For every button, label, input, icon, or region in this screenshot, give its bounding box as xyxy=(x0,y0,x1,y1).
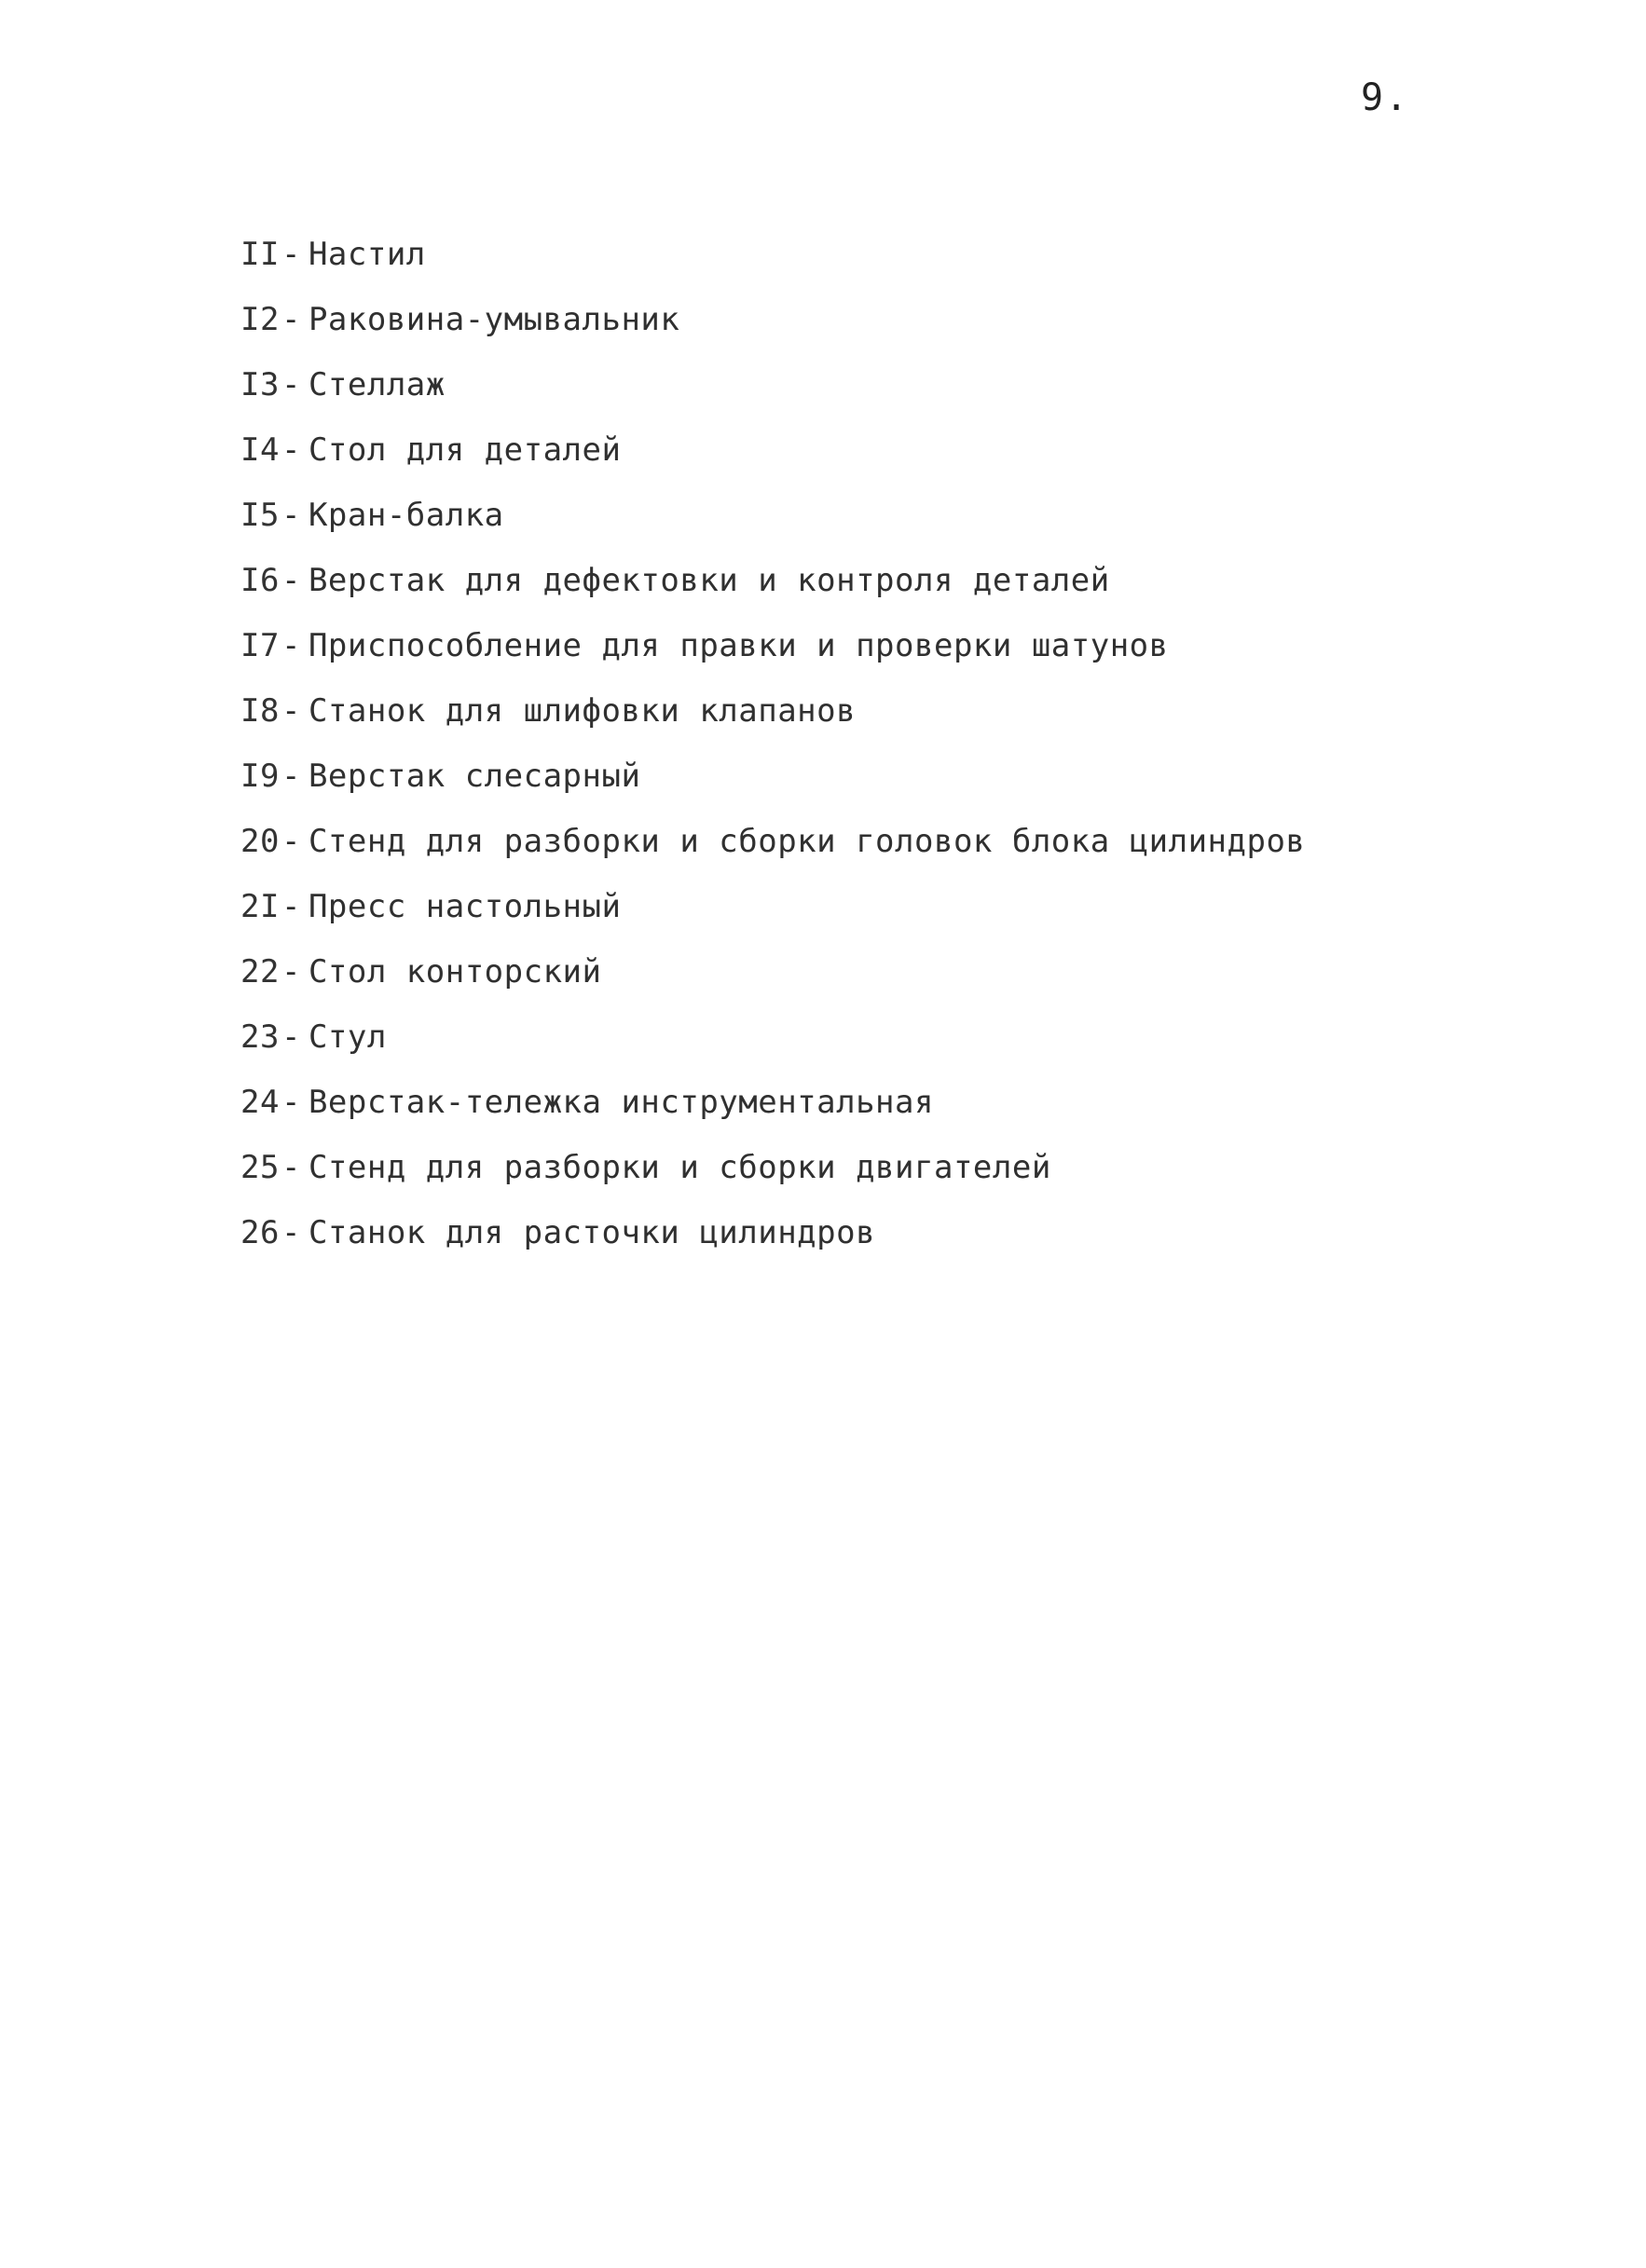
item-number: 24 xyxy=(240,1084,280,1121)
item-dash: - xyxy=(281,888,301,925)
item-text: Станок для расточки цилиндров xyxy=(308,1214,876,1251)
equipment-list xyxy=(240,222,1305,1265)
item-dash: - xyxy=(281,497,301,534)
item-dash: - xyxy=(281,953,301,991)
item-text: Стул xyxy=(308,1018,387,1056)
item-dash: - xyxy=(281,692,301,730)
item-number: I2 xyxy=(240,301,280,338)
item-number: 2I xyxy=(240,888,280,925)
item-text: Верстак для дефектовки и контроля деталей xyxy=(308,562,1110,599)
item-number: 20 xyxy=(240,823,280,860)
item-dash: - xyxy=(281,562,301,599)
list-item xyxy=(240,1070,1305,1135)
list-item xyxy=(240,222,1305,287)
item-number: 22 xyxy=(240,953,280,991)
item-text: Станок для шлифовки клапанов xyxy=(308,692,857,730)
item-dash: - xyxy=(281,1084,301,1121)
item-number: I5 xyxy=(240,497,280,534)
item-text: Кран-балка xyxy=(308,497,504,534)
list-item xyxy=(240,809,1305,874)
item-number: I4 xyxy=(240,431,280,469)
item-dash: - xyxy=(281,1149,301,1186)
item-number: I3 xyxy=(240,366,280,403)
item-text: Стенд для разборки и сборки головок блока цилиндров xyxy=(308,823,1306,860)
list-item xyxy=(240,744,1305,809)
item-number: 23 xyxy=(240,1018,280,1056)
list-item xyxy=(240,939,1305,1004)
list-item xyxy=(240,548,1305,613)
item-text: Стенд для разборки и сборки двигателей xyxy=(308,1149,1051,1186)
item-text: Приспособление для правки и проверки шатунов xyxy=(308,627,1169,664)
item-number: 25 xyxy=(240,1149,280,1186)
item-dash: - xyxy=(281,823,301,860)
item-text: Верстак-тележка инструментальная xyxy=(308,1084,934,1121)
list-item xyxy=(240,874,1305,939)
item-text: Стол для деталей xyxy=(308,431,622,469)
list-item xyxy=(240,613,1305,678)
item-number: I6 xyxy=(240,562,280,599)
item-text: Пресс настольный xyxy=(308,888,622,925)
item-dash: - xyxy=(281,301,301,338)
item-text: Раковина-умывальник xyxy=(308,301,680,338)
item-text: Стол конторский xyxy=(308,953,602,991)
item-text: Настил xyxy=(308,236,426,273)
page-number: 9. xyxy=(1361,76,1410,119)
item-text: Верстак слесарный xyxy=(308,758,641,795)
list-item xyxy=(240,678,1305,744)
item-dash: - xyxy=(281,1214,301,1251)
item-number: I9 xyxy=(240,758,280,795)
item-number: 26 xyxy=(240,1214,280,1251)
item-text: Стеллаж xyxy=(308,366,446,403)
item-number: II xyxy=(240,236,280,273)
list-item xyxy=(240,483,1305,548)
item-dash: - xyxy=(281,366,301,403)
item-dash: - xyxy=(281,627,301,664)
item-dash: - xyxy=(281,236,301,273)
list-item xyxy=(240,1135,1305,1200)
item-dash: - xyxy=(281,431,301,469)
item-dash: - xyxy=(281,758,301,795)
list-item xyxy=(240,1004,1305,1070)
list-item xyxy=(240,352,1305,417)
list-item xyxy=(240,1200,1305,1265)
list-item xyxy=(240,287,1305,352)
item-number: I8 xyxy=(240,692,280,730)
item-dash: - xyxy=(281,1018,301,1056)
list-item xyxy=(240,417,1305,483)
item-number: I7 xyxy=(240,627,280,664)
